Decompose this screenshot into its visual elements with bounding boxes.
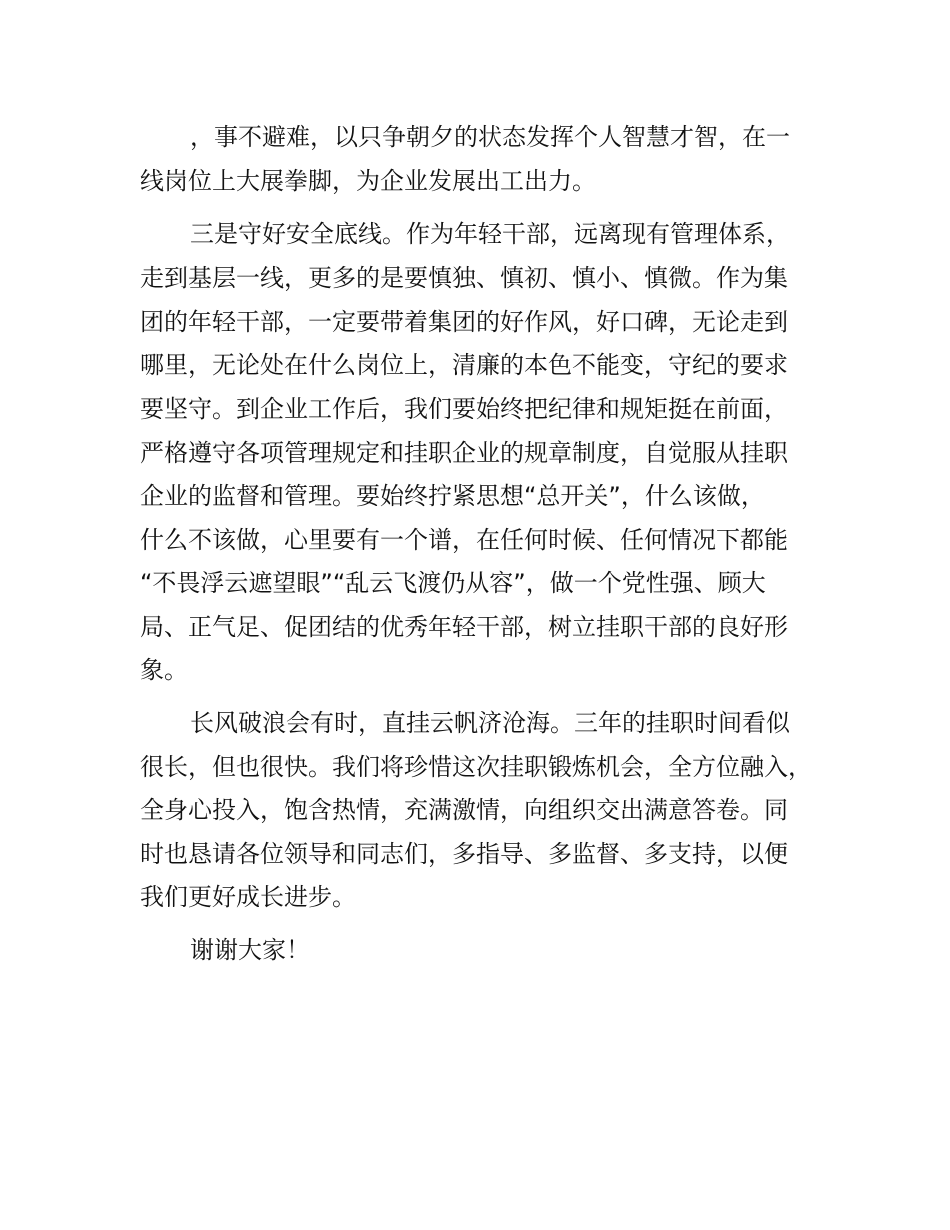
paragraph-2-line-4: 哪里，无论处在什么岗位上，清廉的本色不能变，守纪的要求 bbox=[140, 351, 788, 379]
paragraph-2-line-10: 局、正气足、促团结的优秀年轻干部，树立挂职干部的良好形 bbox=[140, 613, 788, 641]
paragraph-3-line-2: 很长，但也很快。我们将珍惜这次挂职锻炼机会，全方位融入， bbox=[140, 753, 812, 781]
paragraph-3-line-1: 长风破浪会有时，直挂云帆济沧海。三年的挂职时间看似 bbox=[190, 709, 790, 737]
paragraph-1-line-1: ，事不避难，以只争朝夕的状态发挥个人智慧才智，在一 bbox=[190, 123, 790, 151]
paragraph-2-line-5: 要坚守。到企业工作后，我们要始终把纪律和规矩挺在前面， bbox=[140, 395, 788, 423]
paragraph-2-line-11: 象。 bbox=[140, 656, 188, 684]
paragraph-3-line-4: 时也恳请各位领导和同志们，多指导、多监督、多支持，以便 bbox=[140, 840, 788, 868]
paragraph-2-line-8: 什么不该做，心里要有一个谱，在任何时候、任何情况下都能 bbox=[140, 526, 788, 554]
paragraph-3-line-3: 全身心投入，饱含热情，充满激情，向组织交出满意答卷。同 bbox=[140, 796, 788, 824]
paragraph-2-line-3: 团的年轻干部，一定要带着集团的好作风，好口碑，无论走到 bbox=[140, 308, 788, 336]
paragraph-2-line-6: 严格遵守各项管理规定和挂职企业的规章制度，自觉服从挂职 bbox=[140, 439, 788, 467]
paragraph-4-line-1: 谢谢大家！ bbox=[190, 936, 310, 964]
paragraph-2-line-7: 企业的监督和管理。要始终拧紧思想“总开关”，什么该做， bbox=[140, 482, 765, 510]
paragraph-2-line-2: 走到基层一线，更多的是要慎独、慎初、慎小、慎微。作为集 bbox=[140, 264, 788, 292]
paragraph-1-line-2: 线岗位上大展拳脚，为企业发展出工出力。 bbox=[140, 167, 596, 195]
paragraph-3-line-5: 我们更好成长进步。 bbox=[140, 883, 356, 911]
paragraph-2-line-9: “不畏浮云遮望眼”“乱云飞渡仍从容”，做一个党性强、顾大 bbox=[140, 569, 766, 597]
paragraph-2-line-1: 三是守好安全底线。作为年轻干部，远离现有管理体系， bbox=[190, 220, 790, 248]
